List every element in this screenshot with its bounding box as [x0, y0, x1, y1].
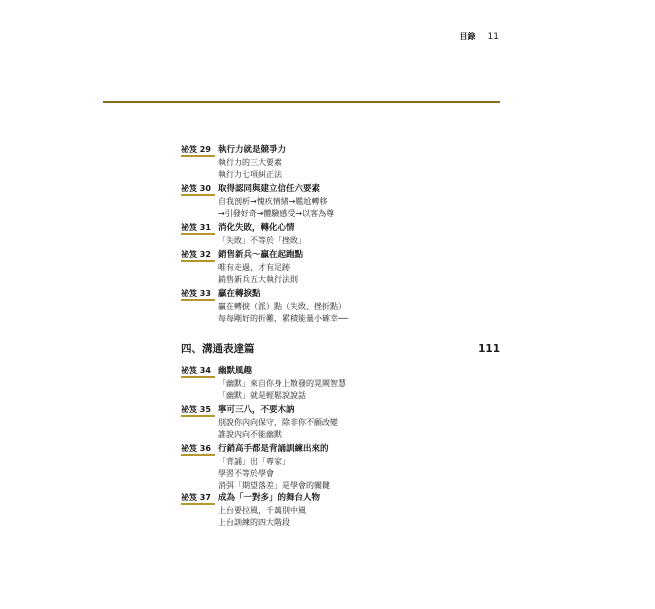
- entry-subtitle: 「背誦」出「專家」: [218, 457, 290, 466]
- entry-title: 消化失敗，轉化心情: [218, 223, 295, 233]
- entry-subtitle: 唯有走過，才有足跡: [218, 263, 290, 272]
- toc-entry: [181, 222, 501, 247]
- entry-subtitle: 消弭「期望落差」是學會的關鍵: [218, 481, 330, 490]
- entry-label: 祕笈 36: [181, 443, 215, 456]
- entry-subtitle: 上台要拉風，千萬別中風: [218, 506, 306, 515]
- entry-label: 祕笈 34: [181, 365, 215, 378]
- section-page-number: 111: [478, 343, 500, 355]
- entry-subtitle: 執行力的三大要素: [218, 158, 282, 167]
- entry-title: 幽默風趣: [218, 366, 253, 376]
- entry-subtitle: 學習不等於學會: [218, 469, 274, 478]
- toc-entry: [181, 365, 501, 402]
- entry-subtitle: 自我剖析→愧疚情緒→尷尬轉移: [218, 197, 328, 206]
- entry-subtitle: 銷售新兵五大執行法則: [218, 275, 298, 284]
- entry-subtitle: 贏在轉捩（派）點（失敗、挫折點）: [218, 302, 346, 311]
- entry-label: 祕笈 30: [181, 183, 215, 196]
- entry-title: 銷售新兵～贏在起跑點: [218, 250, 304, 260]
- entry-title: 贏在轉捩點: [218, 289, 261, 299]
- entry-subtitle: 「幽默」就是輕鬆說說話: [218, 391, 306, 400]
- entry-subtitle: 上台訓練的四大階段: [218, 518, 290, 527]
- entry-subtitle: →引發好奇→體驗感受→以客為尊: [218, 209, 335, 218]
- toc-entry: [181, 404, 501, 441]
- entry-label: 祕笈 32: [181, 249, 215, 262]
- header-rule: [103, 101, 500, 103]
- toc-entry: [181, 443, 501, 492]
- entry-title: 行銷高手都是背誦訓練出來的: [218, 444, 329, 454]
- section-heading: [181, 341, 500, 356]
- entry-label: 祕笈 33: [181, 288, 215, 301]
- entry-subtitle: 「失敗」不等於「挫敗」: [218, 236, 306, 245]
- toc-entry: [181, 492, 501, 529]
- toc-entry: [181, 288, 501, 325]
- entry-label: 祕笈 31: [181, 222, 215, 235]
- page-number: 11: [487, 32, 499, 42]
- entry-subtitle: 誰說內向不能幽默: [218, 430, 282, 439]
- header-title: 目錄: [459, 32, 476, 41]
- entry-subtitle: 執行力七項糾正法: [218, 170, 282, 179]
- entry-subtitle: 「幽默」來自你身上散發的晃閘智慧: [218, 379, 346, 388]
- entry-label: 祕笈 29: [181, 144, 215, 157]
- entry-label: 祕笈 35: [181, 404, 215, 417]
- entry-title: 執行力就是競爭力: [218, 145, 287, 155]
- section-title: 四、溝通表達篇: [181, 343, 255, 355]
- toc-entry: [181, 183, 501, 220]
- entry-label: 祕笈 37: [181, 492, 215, 505]
- entry-title: 取得認同與建立信任六要素: [218, 184, 321, 194]
- entry-title: 寧可三八，不要木訥: [218, 405, 295, 415]
- toc-entry: [181, 249, 501, 286]
- toc-entry: [181, 144, 501, 181]
- entry-subtitle: 每每剛好的折難，累積能量小確幸──: [218, 314, 348, 323]
- entry-title: 成為「一對多」的舞台人物: [218, 493, 321, 503]
- entry-subtitle: 別說你內向保守，除非你不願改變: [218, 418, 338, 427]
- running-header: [460, 31, 499, 42]
